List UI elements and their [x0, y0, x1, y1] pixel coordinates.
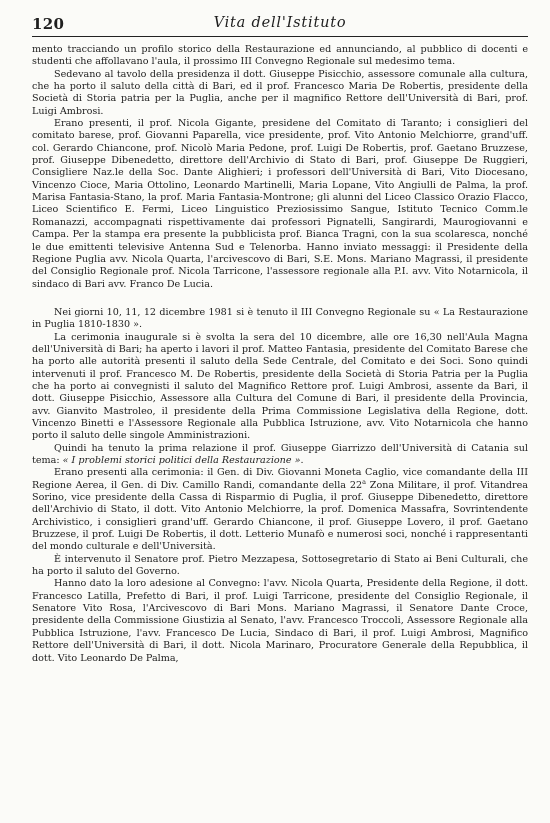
ordinal-superscript: a [362, 477, 366, 486]
paragraph: Nei giorni 10, 11, 12 dicembre 1981 si è tenuto il III Convegno Regionale su « La Restaurazione in Puglia 1810-1830 ». [32, 306, 528, 331]
paragraph: È intervenuto il Senatore prof. Pietro Mezzapesa, Sottosegretario di Stato ai Beni Culturali, che ha porto il saluto del Governo. [32, 553, 528, 578]
paragraph: Sedevano al tavolo della presidenza il dott. Giuseppe Pisicchio, assessore comunale alla cultura, che ha porto il saluto della città di Bari, ed il prof. Francesco Maria De Robertis, presidente della Società di Storia patria per la Puglia, anche per il magnifico Rettore dell'Università di Bari, prof. Luigi Ambrosi. [32, 68, 528, 117]
paragraph [32, 467, 528, 553]
paragraph: Hanno dato la loro adesione al Convegno: l'avv. Nicola Quarta, Presidente della Regione, il dott. Francesco Latilla, Prefetto di Bari, il prof. Luigi Tarricone, presidente del Consiglio Regionale, il Senatore Vito Rosa, l'Arcivescovo di Bari Mons. Mariano Magrassi, il Senatore Dante Croce, presidente della Commissione Giustizia al Senato, l'avv. Francesco Troccoli, Assessore Regionale alla Pubblica Istruzione, l'avv. Francesco De Lucia, Sindaco di Bari, il prof. Luigi Ambrosi, Magnifico Rettore dell'Università di Bari, il dott. Nicola Marinaro, Procuratore Generale della Repubblica, il dott. Vito Leonardo De Palma, [32, 578, 528, 664]
paragraph [32, 443, 528, 468]
page-number: 120 [32, 15, 65, 33]
header-rule [32, 36, 528, 37]
paragraph-text: . [300, 455, 304, 466]
running-head: Vita dell'Istituto [213, 15, 347, 31]
paragraph: mento tracciando un profilo storico della Restaurazione ed annunciando, al pubblico di docenti e studenti che affollavano l'aula, il prossimo III Convegno Regionale sul medesimo tema. [32, 44, 528, 68]
paragraph-text: Quindi ha tenuto la prima relazione il prof. Giuseppe Giarrizzo dell'Università di Catania sul tema: [32, 442, 528, 466]
page-header [32, 14, 528, 36]
body-text [32, 44, 528, 665]
paragraph-text: Zona Militare, il prof. Vitandrea Sorino, vice presidente della Cassa di Risparmio di Puglia, il prof. Giuseppe Dibenedetto, direttore dell'Archivio di Stato, il dott. Vito Antonio Melchiorre, la prof. Domenica Massafra, Sovrintendente Archivistico, i consiglieri grand'uff. Gerardo Chiancone, il prof. Giuseppe Lovero, il prof. Gaetano Bruzzese, il prof. Luigi De Robertis, il dott. Letterio Munafò e numerosi soci, nonché i rappresentanti del mondo culturale e dell'Università. [32, 479, 528, 553]
paragraph: Erano presenti, il prof. Nicola Gigante, presidene del Comitato di Taranto; i consiglieri del comitato barese, prof. Giovanni Paparella, vice presidente, prof. Vito Antonio Melchiorre, grand'uff. col. Gerardo Chiancone, prof. Nicolò Maria Pedone, prof. Luigi De Robertis, prof. Gaetano Bruzzese, prof. Giuseppe Dibenedetto, direttore dell'Archivio di Stato di Bari, prof. Giuseppe De Ruggieri, Consigliere Naz.le della Soc. Dante Alighieri; i professori dell'Università di Bari, Vito Diocesano, Vincenzo Cioce, Maria Ottolino, Leonardo Martinelli, Maria Lopane, Vito Angiulli de Palma, la prof. Marisa Fantasia-Stano, la prof. Maria Fantasia-Montrone; gli alunni del Liceo Classico Orazio Flacco, Liceo Scientifico E. Fermi, Liceo Linguistico Preziosissimo Sangue, Istituto Tecnico Comm.le Romanazzi, accompagnati rispettivamente dai professori Pignatelli, Sangirardi, Maurogiovanni e Campa. Per la stampa era presente la pubblicista prof. Bianca Tragni, con la sua scolaresca, nonché le due emittenti televisive Antenna Sud e Telenorba. Hanno inviato messaggi: il Presidente della Regione Puglia avv. Nicola Quarta, l'arcivescovo di Bari, S.E. Mons. Mariano Magrassi, il presidente del Consiglio Regionale prof. Nicola Tarricone, l'assessore regionale alla P.I. avv. Vito Notarnicola, il sindaco di Bari avv. Franco De Lucia. [32, 118, 528, 290]
paragraph-text: Erano presenti alla cerimonia: il Gen. di Div. Giovanni Moneta Caglio, vice comandante della III Regione Aerea, il Gen. di Div. Camillo Randi, comandante della 22 [32, 467, 528, 491]
paragraph: La cerimonia inaugurale si è svolta la sera del 10 dicembre, alle ore 16,30 nell'Aula Magna dell'Università di Bari; ha aperto i lavori il prof. Matteo Fantasia, presidente del Comitato Barese che ha porto alle autorità presenti il saluto della Sede Centrale, del Comitato e dei Soci. Sono quindi intervenuti il prof. Francesco M. De Robertis, presidente della Società di Storia Patria per la Puglia che ha porto ai convegnisti il saluto del Magnifico Rettore prof. Luigi Ambrosi, assente da Bari, il dott. Giuseppe Pisicchio, Assessore alla Cultura del Comune di Bari, il presidente della Provincia, avv. Gianvito Mastroleo, il presidente della Prima Commissione Legislativa della Regione, dott. Vincenzo Binetti e l'Assessore Regionale alla Pubblica Istruzione, avv. Vito Notarnicola che hanno porto il saluto delle singole Amministrazioni. [32, 331, 528, 442]
lecture-title: « I problemi storici politici della Restaurazione » [62, 455, 301, 466]
